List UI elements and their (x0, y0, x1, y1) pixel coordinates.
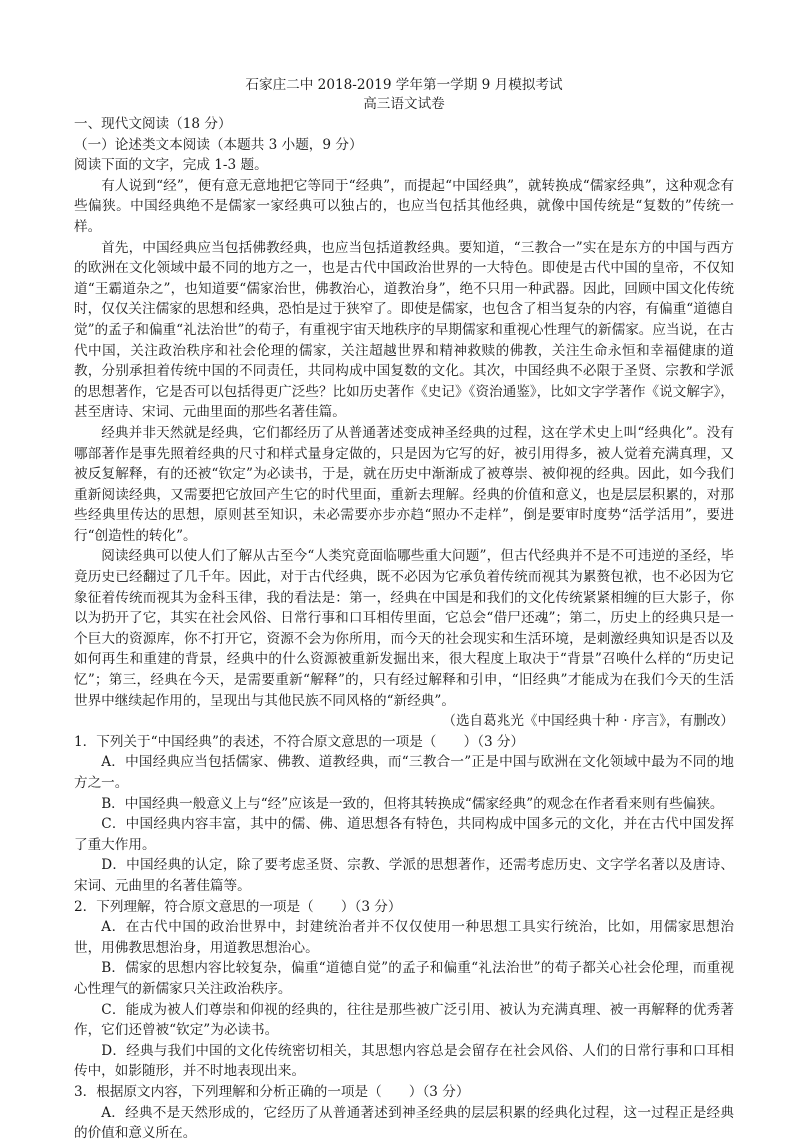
question-option: C．能成为被人们尊崇和仰视的经典的，往往是那些被广泛引用、被认为充满真理、被一再解释的优秀著作，它们还曾被“钦定”为必读书。 (74, 1001, 734, 1039)
question-option: B．儒家的思想内容比较复杂，偏重“道德自觉”的孟子和偏重“礼法治世”的荀子都关心社会伦理，而重视心性理气的新儒家只关注政治秩序。 (74, 960, 734, 997)
passage-paragraph: 经典并非天然就是经典，它们都经历了从普通著述变成神圣经典的过程，这在学术史上叫“经典化”。没有哪部著作是事先照着经典的尺寸和样式量身定做的，只是因为它写的好，被引用得多，被人觉着充满真理，又被反复解释，有的还被“钦定”为必读书，于是，就在历史中渐渐成了被尊崇、被仰视的经典。因此，如今我们重新阅读经典，又需要把它放回产生它的时代里面，重新去理解。经典的价值和意义，也是层层积累的，对那些经典里传达的思想，原则甚至知识，未必需要亦步亦趋“照办不走样”，倒是要审时度势“活学活用”，要进行“创造性的转化”。 (74, 424, 734, 544)
question-stem: 2．下列理解，符合原文意思的一项是（ ）（3 分） (74, 898, 402, 915)
exam-title: 石家庄二中 2018-2019 学年第一学期 9 月模拟考试 (245, 77, 563, 93)
passage-source: （选自葛兆光《中国经典十种 · 序言》，有删改） (442, 713, 734, 730)
reading-instruction: 阅读下面的文字，完成 1-3 题。 (74, 157, 268, 174)
question-option: A．中国经典应当包括儒家、佛教、道教经典，而“三教合一”正是中国与欧洲在文化领域中最为不同的地方之一。 (74, 754, 734, 791)
question-option: A．在古代中国的政治世界中，封建统治者并不仅仅使用一种思想工具实行统治，比如，用儒家思想治世，用佛教思想治身，用道教思想治心。 (74, 919, 734, 956)
passage-paragraph: 有人说到“经”，便有意无意地把它等同于“经典”，而提起“中国经典”，就转换成“儒家经典”，这种观念有些偏狭。中国经典绝不是儒家一家经典可以独占的，也应当包括其他经典，就像中国传统是“复数的”传统一样。 (74, 177, 734, 235)
question-option: D．中国经典的认定，除了要考虑圣贤、宗教、学派的思想著作，还需考虑历史、文字学名著以及唐诗、宋词、元曲里的名著佳篇等。 (74, 857, 734, 894)
exam-subtitle: 高三语文试卷 (363, 96, 445, 112)
question-stem: 3．根据原文内容，下列理解和分析正确的一项是（ ）（3 分） (74, 1083, 470, 1100)
question-stem: 1．下列关于“中国经典”的表述，不符合原文意思的一项是（ ）（3 分） (74, 733, 525, 750)
section-heading: 一、现代文阅读（18 分） (74, 116, 232, 132)
section-sub-heading: （一）论述类文本阅读（本题共 3 小题，9 分） (74, 136, 363, 153)
question-option: D．经典与我们中国的文化传统密切相关，其思想内容总是会留存在社会风俗、人们的日常行事和口耳相传中，如影随形，并不时地表现出来。 (74, 1042, 734, 1080)
question-option: B．中国经典一般意义上与“经”应该是一致的，但将其转换成“儒家经典”的观念在作者看来则有些偏狭。 (101, 795, 724, 812)
passage-paragraph: 首先，中国经典应当包括佛教经典，也应当包括道教经典。要知道，“三教合一”实在是东方的中国与西方的欧洲在文化领域中最不同的地方之一，也是古代中国政治世界的一大特色。即使是古代中国的皇帝，不仅知道“王霸道杂之”，也知道要“儒家治世，佛教治心，道教治身”，绝不只用一种武器。因此，回顾中国文化传统时，仅仅关注儒家的思想和经典，恐怕是过于狭窄了。即使是儒家，也包含了相当复杂的内容，有偏重“道德自觉”的孟子和偏重“礼法治世”的荀子，有重视宇宙天地秩序的早期儒家和重视心性理气的新儒家。应当说，在古代中国，关注政治秩序和社会伦理的儒家，关注超越世界和精神救赎的佛教，关注生命永恒和幸福健康的道教，分别承担着传统中国的不同责任，共同构成中国复数的文化。其次，中国经典不必限于圣贤、宗教和学派的思想著作，它是否可以包括得更广泛些？比如历史著作《史记》《资治通鉴》，比如文字学著作《说文解字》，甚至唐诗、宋词、元曲里面的那些名著佳篇。 (74, 239, 734, 421)
passage-paragraph: 阅读经典可以使人们了解从古至今“人类究竟面临哪些重大问题”，但古代经典并不是不可违逆的圣经，毕竟历史已经翻过了几千年。因此，对于古代经典，既不必因为它承负着传统而视其为累赘包袱，也不必因为它象征着传统而视其为金科玉律，我的看法是：第一，经典在中国是和我们的文化传统紧紧相缠的巨大影子，你以为扔开了它，其实在社会风俗、日常行事和口耳相传里面，它总会“借尸还魂”；第二，历史上的经典只是一个巨大的资源库，你不打开它，资源不会为你所用，而今天的社会现实和生活环境，是刺激经典知识是否以及如何再生和重建的背景，经典中的什么资源被重新发掘出来，很大程度上取决于“背景”召唤什么样的“历史记忆”；第三，经典在今天，是需要重新“解释”的，只有经过解释和引申，“旧经典”才能成为在我们今天的生活世界中继续起作用的，呈现出与其他民族不同风格的“新经典”。 (74, 548, 734, 709)
question-option: C．中国经典内容丰富，其中的儒、佛、道思想各有特色，共同构成中国多元的文化，并在古代中国发挥了重大作用。 (74, 816, 734, 853)
question-option: A．经典不是天然形成的，它经历了从普通著述到神圣经典的层层积累的经典化过程，这一过程正是经典的价值和意义所在。 (74, 1104, 734, 1142)
